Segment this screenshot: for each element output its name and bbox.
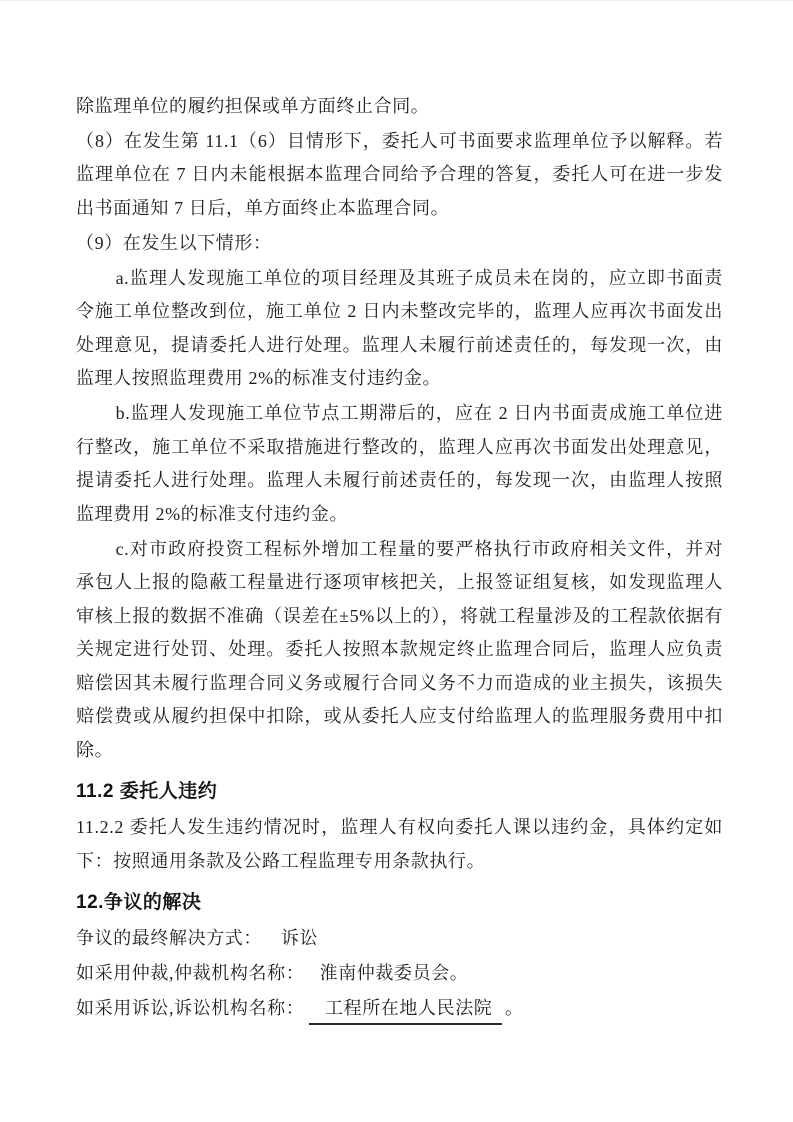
clause-8-paragraph: （8）在发生第 11.1（6）目情形下，委托人可书面要求监理单位予以解释。若监理单位在 7 日内未能根据本监理合同给予合理的答复，委托人可在进一步发出书面通知 7 日后，单方面终止本监理合同。 xyxy=(76,130,723,218)
litigation-label: 如采用诉讼,诉讼机构名称： xyxy=(76,998,305,1018)
litigation-org-underlined-value: 工程所在地人民法院 xyxy=(309,994,502,1025)
dispute-method-value: 诉讼 xyxy=(280,928,319,948)
arbitration-line xyxy=(76,957,723,991)
arbitration-org-value: 淮南仲裁委员会。 xyxy=(319,963,469,983)
heading-client-breach: 11.2 委托人违约 xyxy=(76,781,218,802)
arbitration-label: 如采用仲裁,仲裁机构名称： xyxy=(76,963,305,983)
litigation-suffix: 。 xyxy=(504,998,524,1018)
clause-9a-paragraph: a.监理人发现施工单位的项目经理及其班子成员未在岗的，应立即书面责令施工单位整改到位，施工单位 2 日内未整改完毕的，监理人应再次书面发出处理意见，提请委托人进行处理。监理人未履行前述责任的，每发现一次，由监理人按照监理费用 2%的标准支付违约金。 xyxy=(76,267,723,388)
clause-9c-paragraph: c.对市政府投资工程标外增加工程量的要严格执行市政府相关文件，并对承包人上报的隐蔽工程量进行逐项审核把关，上报签证组复核，如发现监理人审核上报的数据不准确（误差在±5%以上的），将就工程量涉及的工程款依据有关规定进行处罚、处理。委托人按照本款规定终止监理合同后，监理人应负责赔偿因其未履行监理合同义务或履行合同义务不力而造成的业主损失，该损失赔偿费或从履约担保中扣除，或从委托人应支付给监理人的监理服务费用中扣除。 xyxy=(76,538,723,760)
clause-11-2-2-paragraph: 11.2.2 委托人发生违约情况时，监理人有权向委托人课以违约金，具体约定如下：按照通用条款及公路工程监理专用条款执行。 xyxy=(76,817,723,871)
dispute-method-line xyxy=(76,922,723,956)
clause-9-intro: （9）在发生以下情形： xyxy=(76,232,272,253)
heading-dispute-resolution: 12.争议的解决 xyxy=(76,892,202,913)
clause-9b-paragraph: b.监理人发现施工单位节点工期滞后的，应在 2 日内书面责成施工单位进行整改，施工单位不采取措施进行整改的，监理人应再次书面发出处理意见，提请委托人进行处理。监理人未履行前述责任的，每发现一次，由监理人按照监理费用 2%的标准支付违约金。 xyxy=(76,403,723,524)
litigation-line xyxy=(76,992,723,1026)
paragraph-continuation: 除监理单位的履约担保或单方面终止合同。 xyxy=(76,95,430,116)
dispute-method-label: 争议的最终解决方式： xyxy=(76,928,262,948)
